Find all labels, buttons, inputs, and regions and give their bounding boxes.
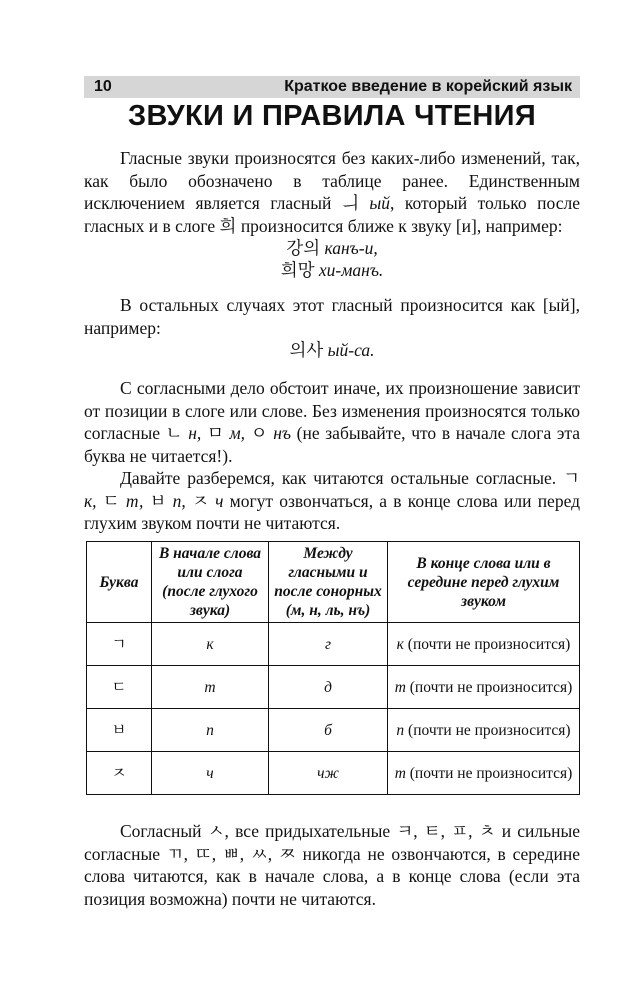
table-row (87, 752, 580, 795)
table-row (87, 709, 580, 752)
cell-final: т (почти не произносится) (388, 752, 580, 795)
section-title: ЗВУКИ И ПРАВИЛА ЧТЕНИЯ (128, 100, 536, 132)
cell-final: п (почти не произносится) (388, 709, 580, 752)
table-header-row (87, 542, 580, 623)
cell-final: т (почти не произносится) (388, 666, 580, 709)
cell-letter: ㅈ (87, 752, 152, 795)
cell-between: д (269, 666, 388, 709)
korean-letter: ㅢ (341, 193, 359, 213)
paragraph-aspirated: Согласный ㅅ, все придыхательные ㅋ, ㅌ, ㅍ, ㅊ и сильные согласные ㄲ, ㄸ, ㅃ, ㅆ, ㅉ никогда не озвончаются, в середине слова читаются, как в начале слова, а в конце слова (если эта позиция возможна) почти не читаются. (84, 821, 581, 909)
cell-letter: ㄷ (87, 666, 152, 709)
cell-between: б (269, 709, 388, 752)
cell-initial: т (152, 666, 269, 709)
table-row (87, 623, 580, 666)
header-initial: В начале слова или слога (после глухого звука) (152, 542, 269, 623)
cell-initial: п (152, 709, 269, 752)
running-header (84, 76, 580, 98)
cell-letter: ㄱ (87, 623, 152, 666)
table-row (87, 666, 580, 709)
cell-between: чж (269, 752, 388, 795)
paragraph-vowels: Гласные звуки произносятся без каких-либо изменений, так, как было обозначено в таблице ранее. Единственным исключением является гласный ㅢ ый, который только после гласных и в слоге 희 произносится ближе к звуку [и], например: (84, 148, 580, 236)
header-between: Между гласными и после сонорных (м, н, ль, нъ) (269, 542, 388, 623)
page-number: 10 (94, 78, 112, 95)
example-line-2: 희망 хи-манъ. (280, 260, 384, 280)
paragraph-voicing: Давайте разберемся, как читаются остальные согласные. ㄱ к, ㄷ т, ㅂ п, ㅈ ч могут озвончаться, а в конце слова или перед глухим звуком почти не читаются. (84, 468, 581, 533)
paragraph-other-cases: В остальных случаях этот гласный произносится как [ый], например: (84, 295, 580, 338)
example-line-1: 강의 канъ-и, (286, 238, 378, 258)
cell-between: г (269, 623, 388, 666)
cell-final: к (почти не произносится) (388, 623, 580, 666)
korean-syllable: 희 (219, 215, 237, 236)
running-title: Краткое введение в корейский язык (284, 78, 572, 95)
consonant-table (86, 541, 580, 795)
header-final: В конце слова или в середине перед глухим звуком (388, 542, 580, 623)
paragraph-consonants: С согласными дело обстоит иначе, их произношение зависит от позиции в слоге или слове. Без изменения произносятся только согласные ㄴ н, ㅁ м, ㅇ нъ (не забывайте, что в начале слога эта буква не читается!). (84, 378, 581, 466)
cell-initial: к (152, 623, 269, 666)
cell-initial: ч (152, 752, 269, 795)
header-letter: Буква (87, 542, 152, 623)
cell-letter: ㅂ (87, 709, 152, 752)
example-line-3: 의사 ый-са. (289, 340, 375, 360)
